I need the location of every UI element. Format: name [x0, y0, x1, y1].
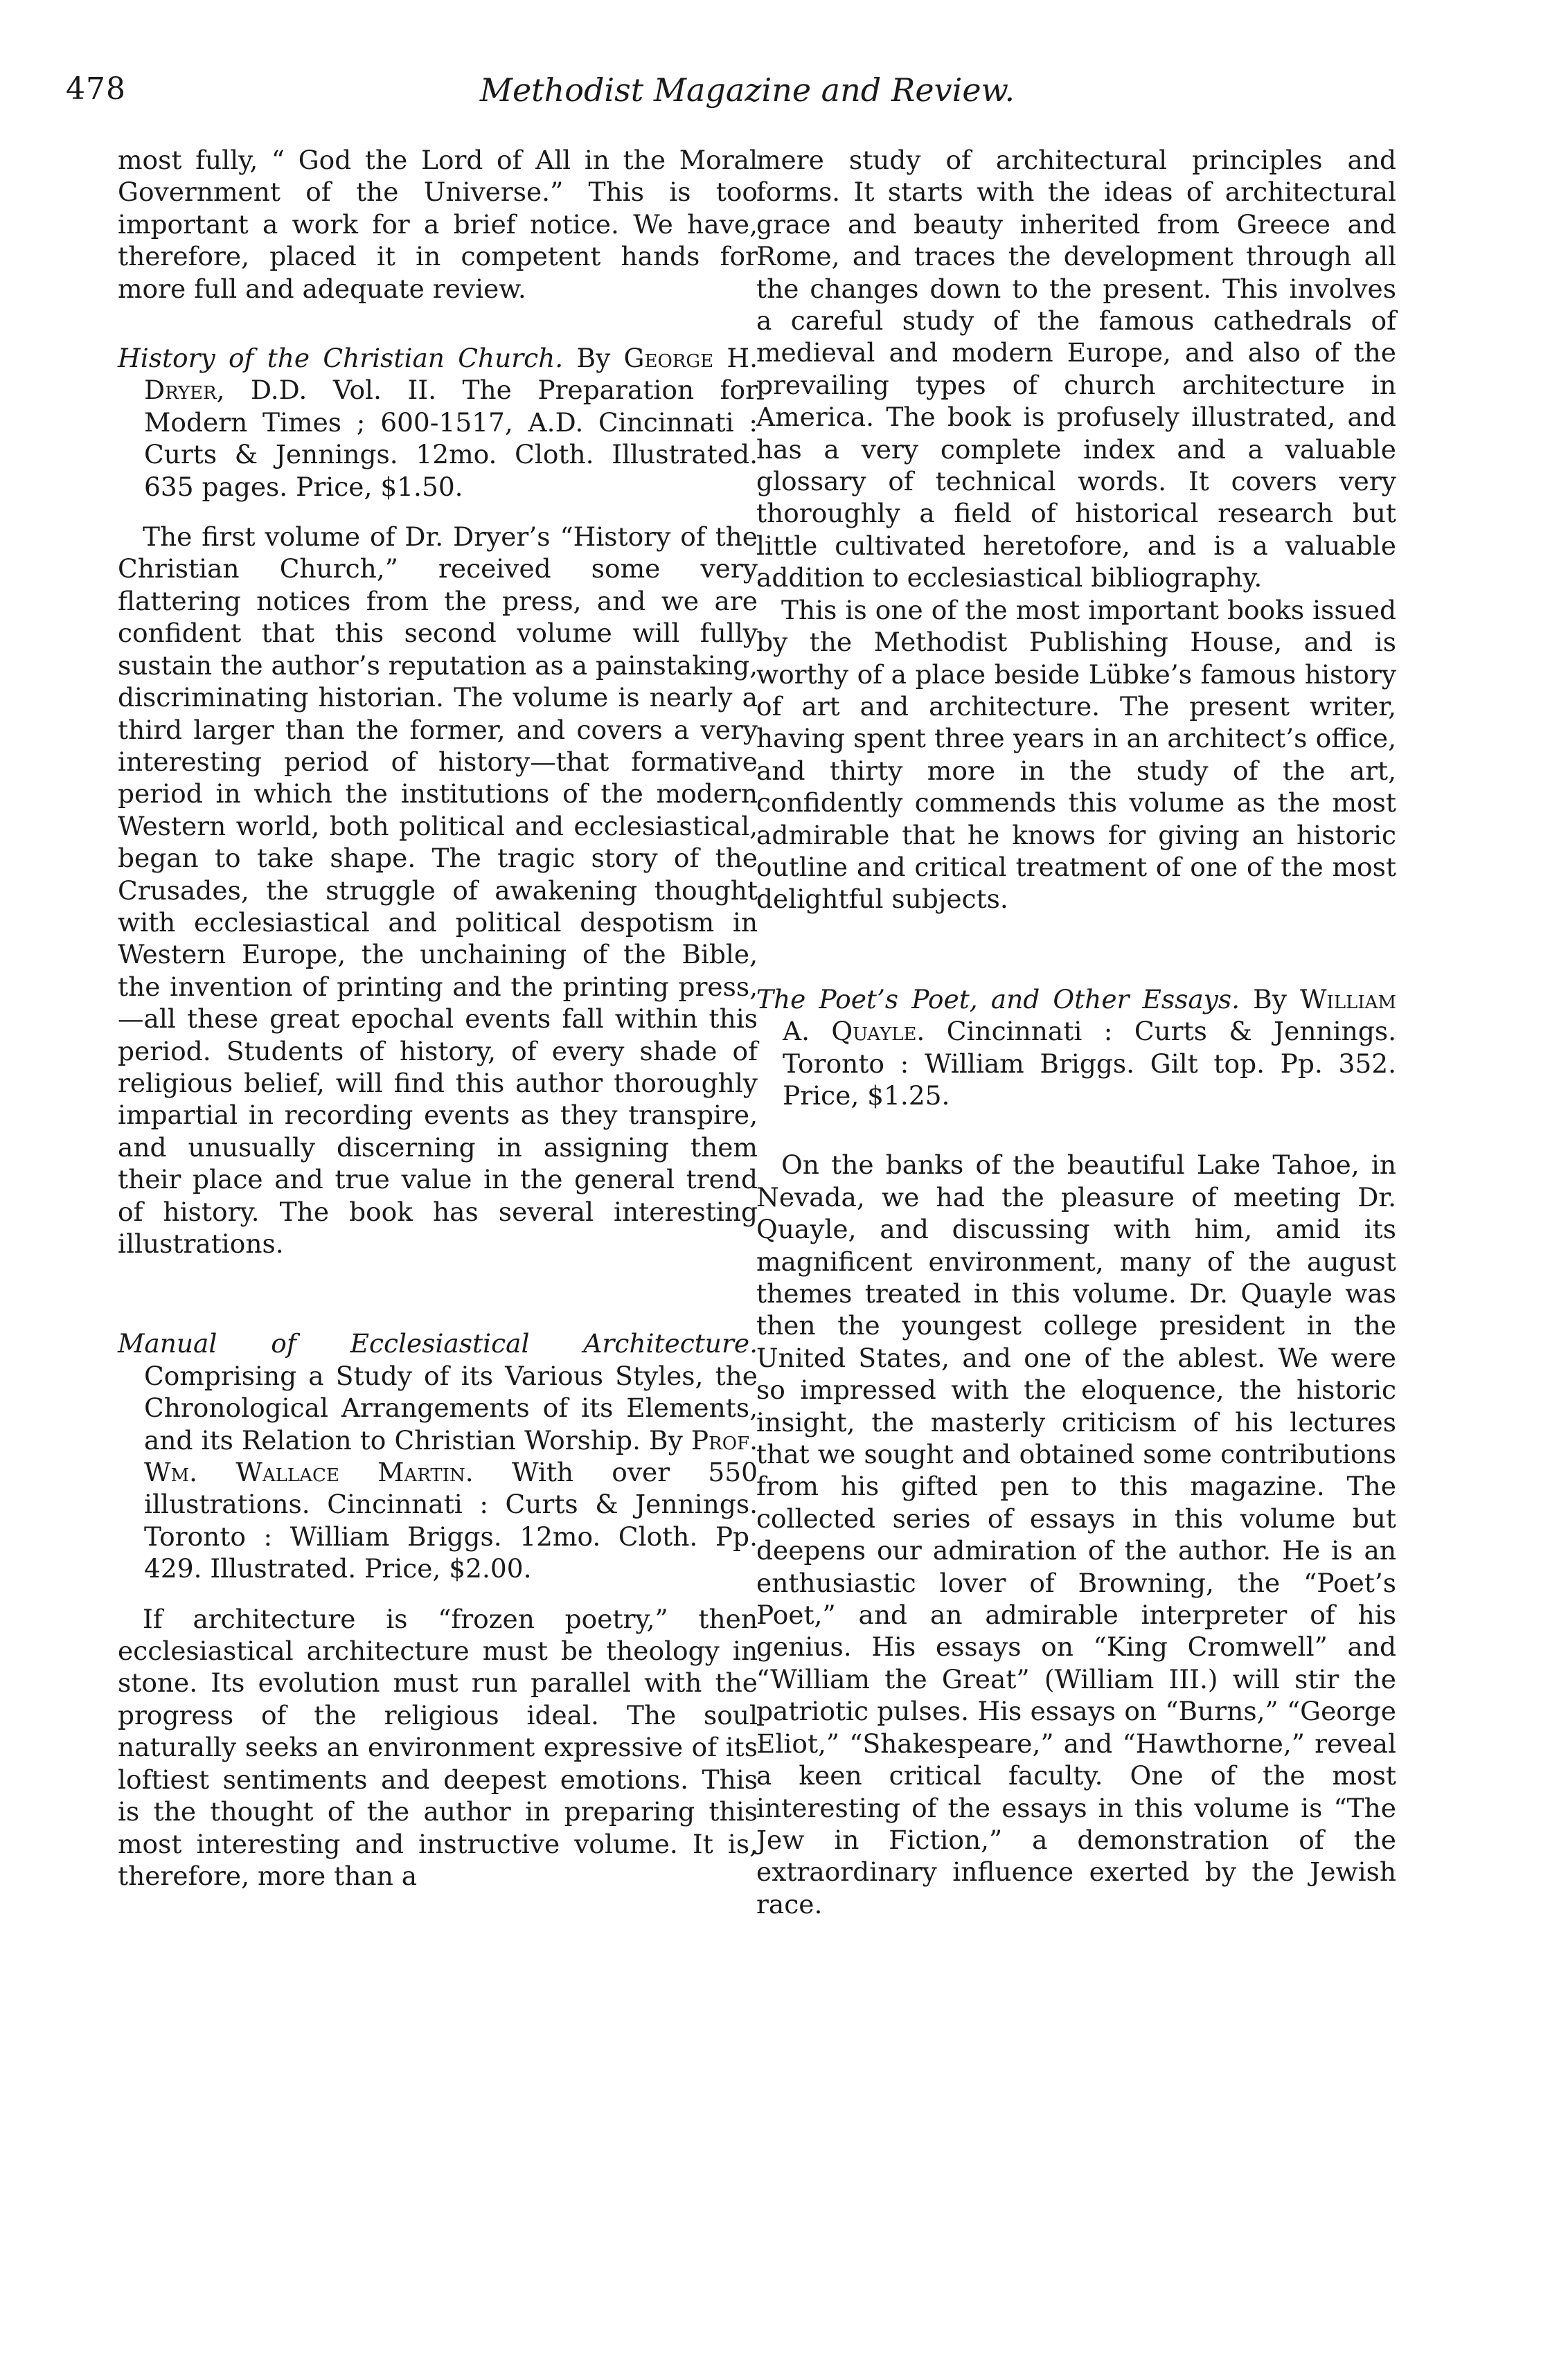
review-paragraph: This is one of the most important books issued by the Methodist Publishing House, and is worthy of a place beside Lübke’s famous history of art and architecture. The present writer, having spent three years in an architect’s office, and thirty more in the study of the art, confidently commends this volume as the most admirable that he knows for giving an historic outline and critical treatment of one of the most delightful subjects.	[756, 594, 1396, 915]
review-paragraph: On the banks of the beautiful Lake Tahoe, in Nevada, we had the pleasure of meeting Dr. Quayle, and discussing with him, amid its magnificent environment, many of the august themes treated in this volume. Dr. Quayle was then the youngest college president in the United States, and one of the ablest. We were so impressed with the eloquence, the historic insight, the masterly criticism of his lectures that we sought and obtained some contributions from his gifted pen to this magazine. The collected series of essays in this volume but deepens our admiration of the author. He is an enthusiastic lover of Browning, the “Poet’s Poet,” and an admirable interpreter of his genius. His essays on “King Cromwell” and “William the Great” (William III.) will stir the patriotic pulses. His essays on “Burns,” “George Eliot,” “Shakespeare,” and “Hawthorne,” reveal a keen critical faculty. One of the most interesting of the essays in this volume is “The Jew in Fiction,” a demonstration of the extraordinary influence exerted by the Jewish race.	[756, 1149, 1396, 1920]
book-author: George H. Dryer, D.D.	[144, 343, 758, 406]
left-paragraph-continued: most fully, “ God the Lord of All in the Moral Government of the Universe.” This is too important a work for a brief notice. We have, therefore, placed it in competent hands for more full and adequate review.	[118, 145, 758, 304]
left-column	[118, 144, 758, 1892]
book-author: Prof. Wm. Wallace Martin.	[144, 1424, 758, 1488]
book-details: Cincinnati : Curts & Jennings. Toronto : William Briggs. Gilt top. Pp. 352. Price, $1.25.	[783, 1016, 1396, 1111]
book-details: Vol. II. The Preparation for Modern Times ; 600-1517, A.D. Cincinnati : Curts & Jennings. 12mo. Cloth. Illustrated. 635 pages. Price, $1.50.	[144, 375, 758, 502]
running-title: Methodist Magazine and Review.	[479, 71, 1015, 109]
page-number: 478	[66, 71, 126, 107]
review-paragraph: The first volume of Dr. Dryer’s “History of the Christian Church,” received some very flattering notices from the press, and we are confident that this second volume will fully sustain the author’s reputation as a painstaking, discriminating historian. The volume is nearly a third larger than the former, and covers a very interesting period of history—that formative period in which the institutions of the modern Western world, both political and ecclesiastical, began to take shape. The tragic story of the Crusades, the struggle of awakening thought with ecclesiastical and political despotism in Western Europe, the unchaining of the Bible, the invention of printing and the printing press,—all these great epochal events fall within this period. Students of history, of every shade of religious belief, will find this author thoroughly impartial in recording events as they transpire, and unusually discerning in assigning them their place and true value in the general trend of history. The book has several interesting illustrations.	[118, 521, 758, 1259]
book-title: The Poet’s Poet, and Other Essays.	[756, 983, 1240, 1014]
page-header	[66, 66, 1429, 121]
book-entry-poets-poet: The Poet’s Poet, and Other Essays. By William A. Quayle. Cincinnati : Curts & Jennings. Toronto : William Briggs. Gilt top. Pp. 352. Price, $1.25.	[756, 983, 1397, 1111]
book-author: William A. Quayle.	[783, 983, 1397, 1047]
book-entry-history-christian-church: History of the Christian Church. By George H. Dryer, D.D. Vol. II. The Preparation for Modern Times ; 600-1517, A.D. Cincinnati : Curts & Jennings. 12mo. Cloth. Illustrated. 635 pages. Price, $1.50.	[118, 343, 758, 502]
right-column	[756, 144, 1396, 1920]
right-paragraph-continued: mere study of architectural principles and forms. It starts with the ideas of architectural grace and beauty inherited from Greece and Rome, and traces the development through all the changes down to the present. This involves a careful study of the famous cathedrals of medieval and modern Europe, and also of the prevailing types of church architecture in America. The book is profusely illustrated, and has a very complete index and a valuable glossary of technical words. It covers very thoroughly a field of historical research but little cultivated heretofore, and is a valuable addition to ecclesiastical bibliography.	[756, 145, 1396, 593]
book-details: With over 550 illustrations. Cincinnati : Curts & Jennings. Toronto : William Briggs. 12mo. Cloth. Pp. 429. Illustrated. Price, $2.00.	[144, 1457, 758, 1584]
review-paragraph: If architecture is “frozen poetry,” then ecclesiastical architecture must be theology in stone. Its evolution must run parallel with the progress of the religious ideal. The soul naturally seeks an environment expressive of its loftiest sentiments and deepest emotions. This is the thought of the author in preparing this most interesting and instructive volume. It is, therefore, more than a	[118, 1603, 758, 1891]
book-entry-ecclesiastical-architecture	[118, 1327, 758, 1584]
book-title: Manual of Ecclesiastical Architecture.	[118, 1328, 758, 1359]
book-details: Comprising a Study of its Various Styles, the Chronological Arrangements of its Elements, and its Relation to Christian Worship. By	[144, 1360, 758, 1456]
book-title: History of the Christian Church.	[118, 343, 564, 374]
